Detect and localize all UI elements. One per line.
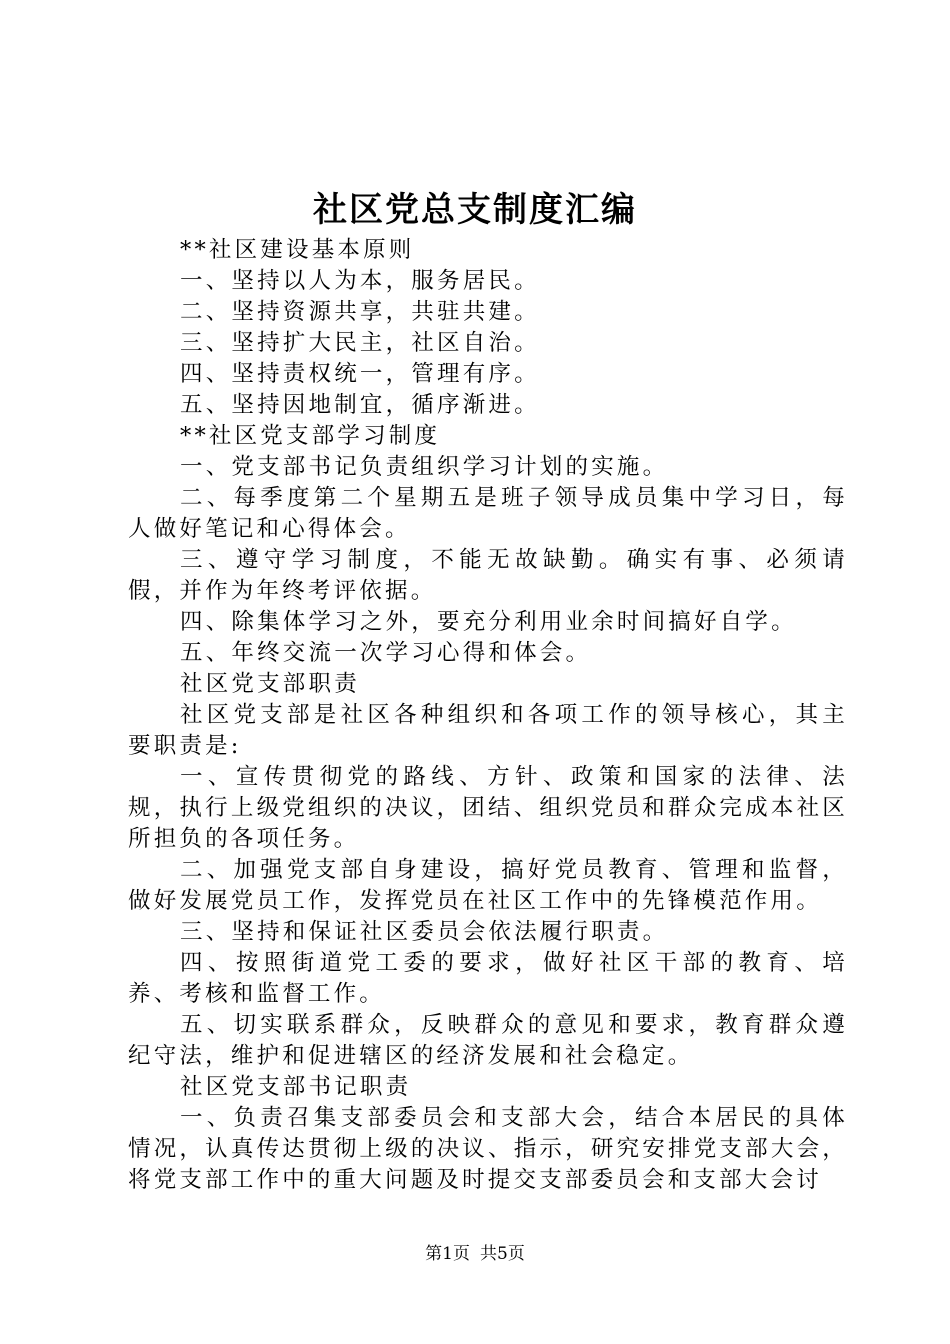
paragraph: 一、坚持以人为本，服务居民。 — [180, 268, 540, 294]
paragraph: 二、坚持资源共享，共驻共建。 — [180, 299, 540, 325]
document-title: 社区党总支制度汇编 — [313, 190, 637, 230]
paragraph: 一、负责召集支部委员会和支部大会，结合本居民的具体情况，认真传达贯彻上级的决议、指示，研究安排党支部大会，将党支部工作中的重大问题及时提交支部委员会和支部大会讨 — [128, 1105, 848, 1193]
paragraph: 三、坚持扩大民主，社区自治。 — [180, 330, 540, 356]
paragraph: 四、坚持责权统一，管理有序。 — [180, 361, 540, 387]
paragraph: 一、党支部书记负责组织学习计划的实施。 — [180, 454, 669, 480]
section-heading: 社区党支部职责 — [180, 671, 360, 697]
page-total: 共5页 — [480, 1244, 525, 1264]
section-heading: 社区党支部书记职责 — [180, 1074, 412, 1100]
paragraph: 三、遵守学习制度，不能无故缺勤。确实有事、必须请假，并作为年终考评依据。 — [128, 547, 848, 604]
section-heading: **社区建设基本原则 — [180, 237, 415, 263]
paragraph: 四、按照街道党工委的要求，做好社区干部的教育、培养、考核和监督工作。 — [128, 950, 848, 1007]
paragraph: 二、加强党支部自身建设，搞好党员教育、管理和监督，做好发展党员工作，发挥党员在社区工作中的先锋模范作用。 — [128, 857, 848, 914]
document-body — [128, 235, 848, 1196]
page-number: 第1页 — [425, 1244, 470, 1264]
paragraph: 二、每季度第二个星期五是班子领导成员集中学习日，每人做好笔记和心得体会。 — [128, 485, 848, 542]
paragraph: 社区党支部是社区各种组织和各项工作的领导核心，其主要职责是: — [128, 702, 848, 759]
paragraph: 四、除集体学习之外，要充分利用业余时间搞好自学。 — [180, 609, 797, 635]
section-heading: **社区党支部学习制度 — [180, 423, 441, 449]
paragraph: 五、年终交流一次学习心得和体会。 — [180, 640, 592, 666]
paragraph: 五、切实联系群众，反映群众的意见和要求，教育群众遵纪守法，维护和促进辖区的经济发展和社会稳定。 — [128, 1012, 848, 1069]
paragraph: 五、坚持因地制宜，循序渐进。 — [180, 392, 540, 418]
page-footer — [0, 1242, 950, 1266]
paragraph: 三、坚持和保证社区委员会依法履行职责。 — [180, 919, 669, 945]
paragraph: 一、宣传贯彻党的路线、方针、政策和国家的法律、法规，执行上级党组织的决议，团结、组织党员和群众完成本社区所担负的各项任务。 — [128, 764, 848, 852]
